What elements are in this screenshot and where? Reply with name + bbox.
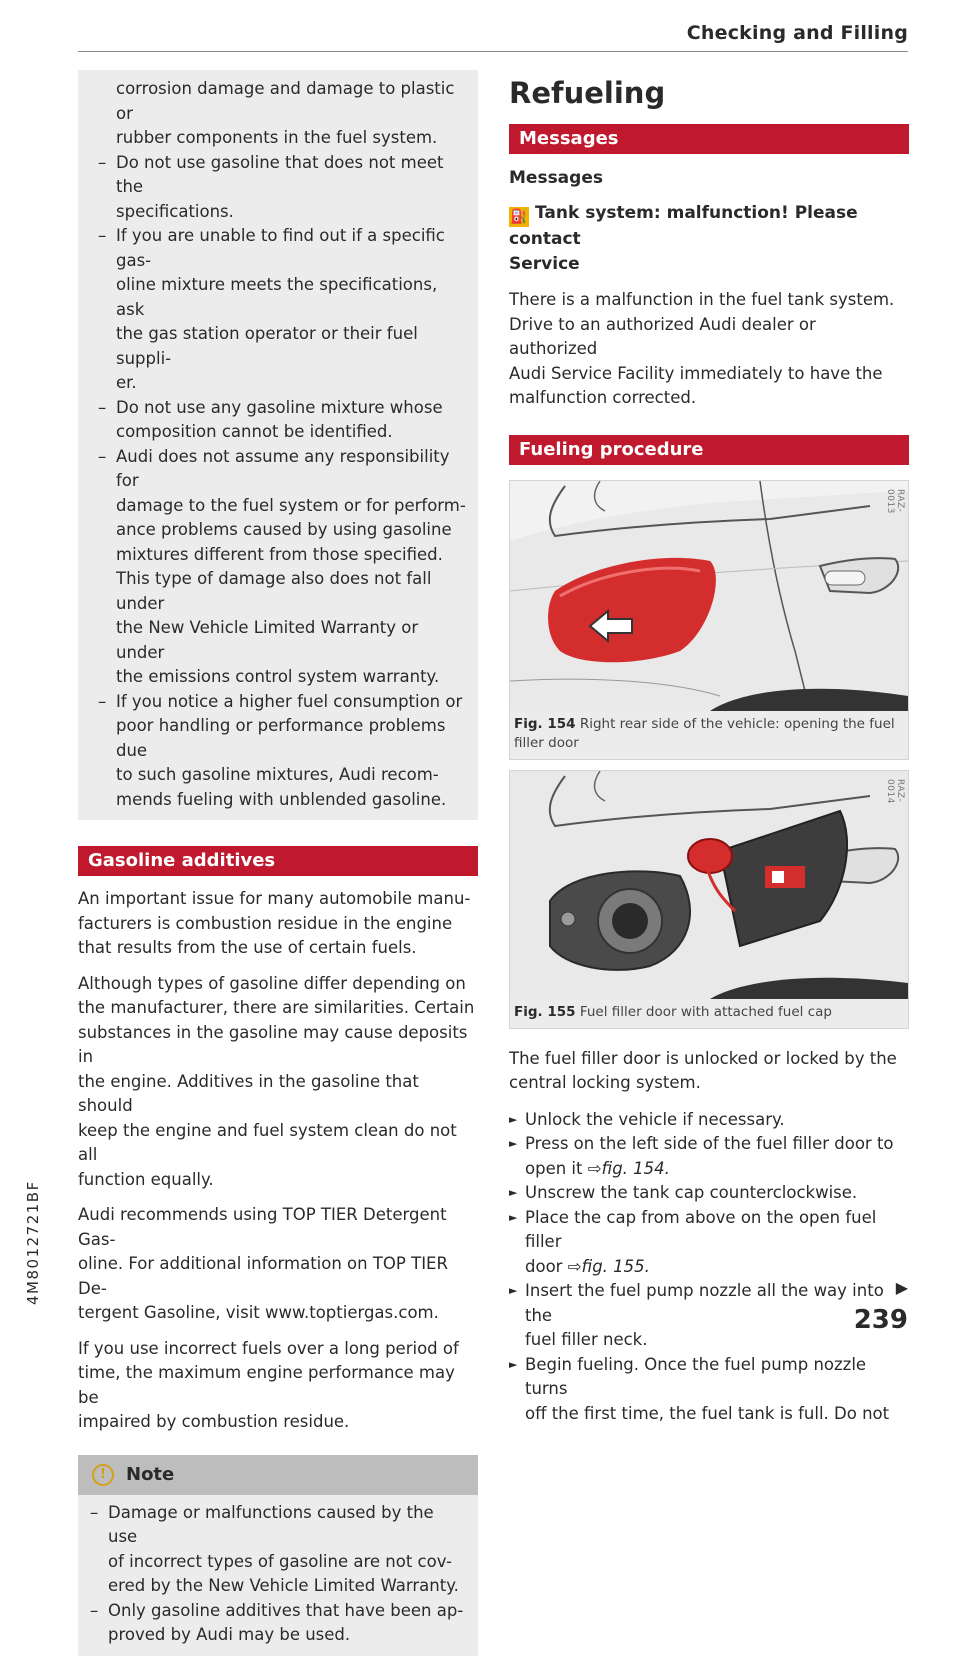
step-line bbox=[509, 1255, 909, 1280]
step: ► Place the cap from above on the open fuel filler bbox=[509, 1206, 909, 1255]
fueling-steps bbox=[509, 1108, 909, 1427]
warning-item-line: specifications. bbox=[116, 201, 234, 221]
gasoline-additives-heading: Gasoline additives bbox=[78, 846, 478, 876]
warning-box bbox=[78, 70, 478, 820]
additives-paragraph bbox=[78, 1337, 478, 1435]
step-line: off the first time, the fuel tank is full. Do not bbox=[525, 1403, 890, 1423]
step: ► Insert the fuel pump nozzle all the way into the bbox=[509, 1279, 909, 1328]
note-box bbox=[78, 1455, 478, 1656]
note-item: – Only gasoline additives that have been ap- bbox=[82, 1599, 466, 1624]
text-line: impaired by combustion residue. bbox=[78, 1412, 350, 1431]
note-title: Note bbox=[126, 1464, 175, 1485]
warning-item: – If you notice a higher fuel consumption or bbox=[90, 690, 466, 715]
warning-paragraph bbox=[509, 288, 909, 411]
step-text: open it ⇨ bbox=[525, 1158, 602, 1178]
warning-item-line: mixtures different from those specified. bbox=[116, 544, 443, 564]
figure-154 bbox=[509, 480, 909, 760]
warning-line: Tank system: malfunction! Please contact bbox=[509, 203, 858, 249]
step: ► Unlock the vehicle if necessary. bbox=[509, 1108, 909, 1133]
fig154-link[interactable]: fig. 154. bbox=[601, 1158, 670, 1178]
fig154-caption-line: Right rear side of the vehicle: opening the fuel bbox=[579, 715, 895, 732]
fuel-door-open-illustration bbox=[510, 771, 908, 999]
fuel-pump-warning-icon: ⛽ bbox=[510, 209, 528, 225]
warning-lead: corrosion damage and damage to plastic or bbox=[116, 79, 455, 123]
text-line: the engine. Additives in the gasoline that should bbox=[78, 1071, 419, 1115]
step-line: fuel filler neck. bbox=[525, 1330, 648, 1349]
text-line: If you use incorrect fuels over a long period of bbox=[78, 1338, 459, 1358]
warning-lead: rubber components in the fuel system. bbox=[116, 128, 438, 147]
additives-paragraph bbox=[78, 972, 478, 1193]
note-item-line: of incorrect types of gasoline are not cov- bbox=[108, 1551, 452, 1571]
text-line: substances in the gasoline may cause deposits in bbox=[78, 1022, 468, 1066]
warning-item-line: the New Vehicle Limited Warranty or under bbox=[116, 618, 419, 662]
header-rule bbox=[78, 51, 908, 52]
fig155-code: RAZ-0014 bbox=[885, 778, 905, 804]
page-number: 239 bbox=[853, 1305, 908, 1335]
text-line: There is a malfunction in the fuel tank system. bbox=[509, 290, 895, 309]
warning-item-line: poor handling or performance problems due bbox=[116, 716, 446, 760]
text-line: An important issue for many automobile manu- bbox=[78, 889, 471, 908]
warning-item-line: to such gasoline mixtures, Audi recom- bbox=[116, 765, 439, 784]
warning-item: – Do not use any gasoline mixture whose bbox=[90, 396, 466, 421]
warning-item-line: the gas station operator or their fuel suppli- bbox=[116, 324, 418, 368]
additives-paragraph bbox=[78, 887, 478, 961]
warning-item-line: the emissions control system warranty. bbox=[116, 667, 440, 686]
text-line: oline. For additional information on TOP TIER De- bbox=[78, 1254, 448, 1298]
text-line: tergent Gasoline, visit www.toptiergas.com. bbox=[78, 1303, 439, 1322]
fig154-label: Fig. 154 bbox=[514, 715, 576, 732]
text-line: The fuel filler door is unlocked or locked by the bbox=[509, 1048, 897, 1068]
fig155-link[interactable]: fig. 155. bbox=[581, 1256, 650, 1276]
fig155-caption bbox=[510, 999, 908, 1028]
step-text: door ⇨ bbox=[525, 1256, 582, 1276]
note-item-line: proved by Audi may be used. bbox=[108, 1625, 351, 1644]
warning-item-line: composition cannot be identified. bbox=[116, 422, 393, 441]
document-code: 4M8012721BF bbox=[24, 1180, 42, 1305]
right-column bbox=[509, 70, 909, 1426]
text-line: central locking system. bbox=[509, 1073, 701, 1092]
left-column bbox=[78, 70, 478, 1656]
fig155-caption-text: Fuel filler door with attached fuel cap bbox=[579, 1003, 832, 1020]
text-line: the manufacturer, there are similarities. Certain bbox=[78, 998, 475, 1017]
note-item: – Damage or malfunctions caused by the use bbox=[82, 1501, 466, 1550]
text-line: Drive to an authorized Audi dealer or authorized bbox=[509, 314, 816, 358]
note-header bbox=[78, 1455, 478, 1495]
section-title: Checking and Filling bbox=[686, 22, 908, 44]
text-line: Although types of gasoline differ depending on bbox=[78, 973, 466, 993]
warning-item-line: ance problems caused by using gasoline bbox=[116, 520, 452, 539]
messages-subheading: Messages bbox=[509, 168, 603, 188]
text-line: that results from the use of certain fuels. bbox=[78, 938, 417, 957]
fig154-caption-line: filler door bbox=[514, 734, 579, 751]
additives-paragraph bbox=[78, 1203, 478, 1326]
text-line: time, the maximum engine performance may be bbox=[78, 1363, 455, 1407]
fuel-door-closed-illustration bbox=[510, 481, 908, 711]
refueling-title: Refueling bbox=[509, 76, 666, 110]
warning-item: – Do not use gasoline that does not meet the bbox=[90, 151, 466, 200]
text-line: keep the engine and fuel system clean do not all bbox=[78, 1120, 457, 1164]
warning-item-line: oline mixture meets the specifications, ask bbox=[116, 275, 438, 319]
fig154-code: RAZ-0013 bbox=[885, 488, 905, 514]
warning-item: – Audi does not assume any responsibility for bbox=[90, 445, 466, 494]
tank-warning-heading-cont: Service bbox=[509, 254, 580, 274]
intro-paragraph bbox=[509, 1047, 909, 1096]
step: ► Press on the left side of the fuel filler door to bbox=[509, 1132, 909, 1157]
step: ► Unscrew the tank cap counterclockwise. bbox=[509, 1181, 909, 1206]
fig155-label: Fig. 155 bbox=[514, 1003, 576, 1020]
warning-item-line: This type of damage also does not fall under bbox=[116, 569, 432, 613]
text-line: facturers is combustion residue in the engine bbox=[78, 913, 453, 933]
tank-warning-heading bbox=[509, 201, 909, 252]
warning-item-line: damage to the fuel system or for perform- bbox=[116, 495, 466, 515]
fueling-procedure-bar: Fueling procedure bbox=[509, 435, 909, 465]
step-line bbox=[509, 1157, 909, 1182]
fig154-caption bbox=[510, 711, 908, 759]
next-page-arrow-icon: ▶ bbox=[895, 1278, 908, 1297]
warning-item-line: er. bbox=[116, 373, 137, 392]
text-line: function equally. bbox=[78, 1169, 214, 1189]
note-exclamation-icon: ! bbox=[92, 1464, 114, 1486]
warning-item-line: mends fueling with unblended gasoline. bbox=[116, 789, 447, 809]
note-body bbox=[78, 1495, 478, 1656]
text-line: Audi recommends using TOP TIER Detergent Gas- bbox=[78, 1205, 447, 1249]
note-item-line: ered by the New Vehicle Limited Warranty. bbox=[108, 1576, 459, 1595]
text-line: malfunction corrected. bbox=[509, 388, 697, 407]
messages-bar: Messages bbox=[509, 124, 909, 154]
warning-item: – If you are unable to find out if a specific gas- bbox=[90, 224, 466, 273]
figure-155 bbox=[509, 770, 909, 1029]
step: ► Begin fueling. Once the fuel pump nozzle turns bbox=[509, 1353, 909, 1402]
text-line: Audi Service Facility immediately to have the bbox=[509, 363, 883, 383]
